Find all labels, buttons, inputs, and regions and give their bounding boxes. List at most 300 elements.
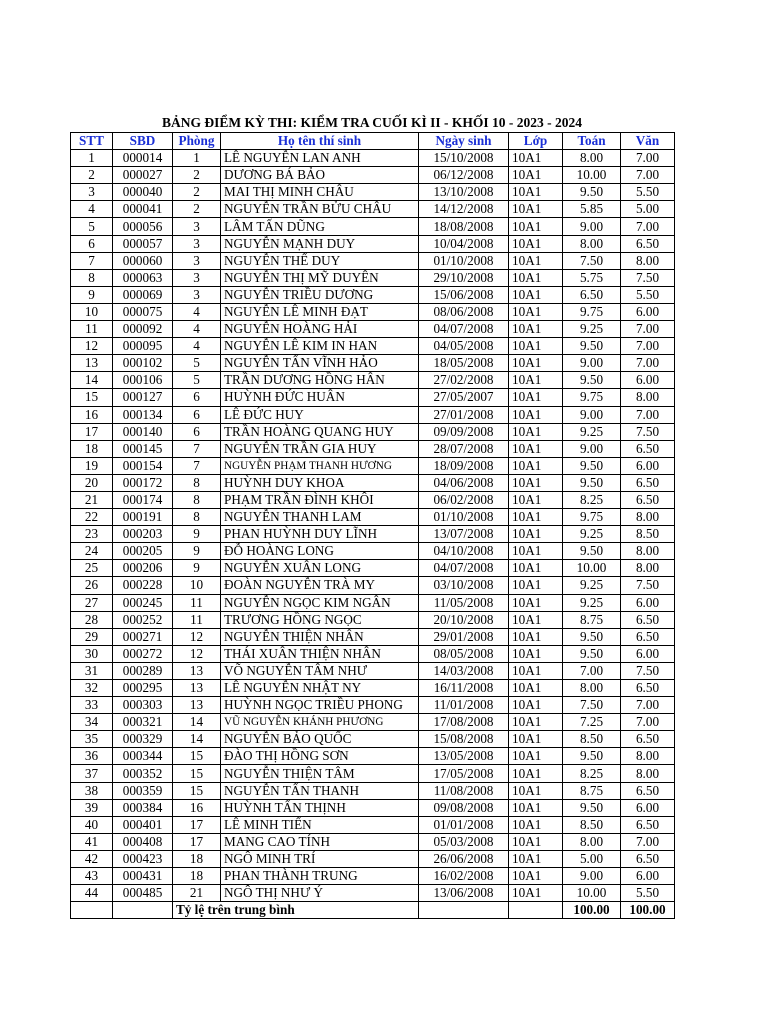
table-body xyxy=(71,150,675,902)
cell-ngay-sinh: 04/06/2008 xyxy=(419,474,509,491)
cell-ngay-sinh: 15/06/2008 xyxy=(419,286,509,303)
summary-empty-sbd xyxy=(113,902,173,919)
header-toan: Toán xyxy=(563,133,621,150)
cell-stt: 24 xyxy=(71,543,113,560)
cell-toan: 10.00 xyxy=(563,885,621,902)
cell-ho-ten: NGUYỄN THANH LAM xyxy=(221,509,419,526)
cell-sbd: 000203 xyxy=(113,526,173,543)
cell-stt: 41 xyxy=(71,833,113,850)
cell-ngay-sinh: 08/06/2008 xyxy=(419,303,509,320)
cell-stt: 26 xyxy=(71,577,113,594)
cell-stt: 9 xyxy=(71,286,113,303)
cell-phong: 4 xyxy=(173,303,221,320)
page-title: BẢNG ĐIỂM KỲ THI: KIỂM TRA CUỐI KÌ II - KHỐI 10 - 2023 - 2024 xyxy=(162,115,582,130)
cell-ngay-sinh: 04/07/2008 xyxy=(419,560,509,577)
cell-van: 6.00 xyxy=(621,799,675,816)
cell-phong: 8 xyxy=(173,474,221,491)
cell-van: 5.50 xyxy=(621,885,675,902)
cell-lop: 10A1 xyxy=(509,748,563,765)
cell-toan: 8.25 xyxy=(563,765,621,782)
cell-toan: 9.00 xyxy=(563,406,621,423)
table-row xyxy=(71,868,675,885)
cell-ngay-sinh: 13/05/2008 xyxy=(419,748,509,765)
header-ngay-sinh: Ngày sinh xyxy=(419,133,509,150)
cell-ngay-sinh: 13/06/2008 xyxy=(419,885,509,902)
table-row xyxy=(71,491,675,508)
cell-stt: 25 xyxy=(71,560,113,577)
cell-toan: 9.00 xyxy=(563,868,621,885)
cell-lop: 10A1 xyxy=(509,201,563,218)
cell-ho-ten: NGUYỄN LÊ MINH ĐẠT xyxy=(221,303,419,320)
cell-lop: 10A1 xyxy=(509,833,563,850)
table-row xyxy=(71,235,675,252)
table-row xyxy=(71,765,675,782)
cell-phong: 4 xyxy=(173,338,221,355)
cell-van: 7.50 xyxy=(621,423,675,440)
cell-van: 6.50 xyxy=(621,680,675,697)
cell-toan: 5.75 xyxy=(563,269,621,286)
cell-toan: 7.00 xyxy=(563,662,621,679)
cell-sbd: 000041 xyxy=(113,201,173,218)
cell-toan: 9.25 xyxy=(563,577,621,594)
cell-sbd: 000040 xyxy=(113,184,173,201)
cell-ho-ten: PHẠM TRẦN ĐÌNH KHÔI xyxy=(221,491,419,508)
cell-ho-ten: HUỲNH TẤN THỊNH xyxy=(221,799,419,816)
cell-sbd: 000127 xyxy=(113,389,173,406)
cell-stt: 40 xyxy=(71,816,113,833)
cell-lop: 10A1 xyxy=(509,355,563,372)
cell-phong: 17 xyxy=(173,833,221,850)
cell-ho-ten: NGUYỄN THẾ DUY xyxy=(221,252,419,269)
cell-ho-ten: TRƯƠNG HỒNG NGỌC xyxy=(221,611,419,628)
cell-phong: 5 xyxy=(173,372,221,389)
cell-stt: 11 xyxy=(71,321,113,338)
cell-sbd: 000272 xyxy=(113,645,173,662)
cell-ngay-sinh: 03/10/2008 xyxy=(419,577,509,594)
cell-ho-ten: PHAN HUỲNH DUY LĨNH xyxy=(221,526,419,543)
cell-sbd: 000154 xyxy=(113,457,173,474)
table-row xyxy=(71,680,675,697)
table-row xyxy=(71,594,675,611)
cell-phong: 3 xyxy=(173,218,221,235)
cell-ho-ten: NGUYỄN PHẠM THANH HƯƠNG xyxy=(221,457,419,474)
cell-stt: 22 xyxy=(71,509,113,526)
cell-van: 7.00 xyxy=(621,697,675,714)
cell-toan: 9.50 xyxy=(563,184,621,201)
cell-lop: 10A1 xyxy=(509,868,563,885)
cell-ngay-sinh: 26/06/2008 xyxy=(419,850,509,867)
cell-phong: 11 xyxy=(173,594,221,611)
table-row xyxy=(71,714,675,731)
cell-sbd: 000106 xyxy=(113,372,173,389)
header-phong: Phòng xyxy=(173,133,221,150)
table-row xyxy=(71,526,675,543)
cell-sbd: 000295 xyxy=(113,680,173,697)
cell-phong: 18 xyxy=(173,868,221,885)
table-row xyxy=(71,184,675,201)
cell-ho-ten: NGUYỄN TẤN THANH xyxy=(221,782,419,799)
table-row xyxy=(71,662,675,679)
cell-van: 6.00 xyxy=(621,457,675,474)
cell-phong: 13 xyxy=(173,680,221,697)
cell-phong: 6 xyxy=(173,406,221,423)
header-ho-ten: Họ tên thí sinh xyxy=(221,133,419,150)
cell-lop: 10A1 xyxy=(509,252,563,269)
cell-ngay-sinh: 29/10/2008 xyxy=(419,269,509,286)
cell-phong: 13 xyxy=(173,697,221,714)
cell-ho-ten: ĐỖ HOÀNG LONG xyxy=(221,543,419,560)
cell-phong: 9 xyxy=(173,543,221,560)
cell-lop: 10A1 xyxy=(509,389,563,406)
cell-stt: 1 xyxy=(71,150,113,167)
cell-stt: 10 xyxy=(71,303,113,320)
table-row xyxy=(71,816,675,833)
cell-stt: 37 xyxy=(71,765,113,782)
cell-stt: 3 xyxy=(71,184,113,201)
cell-toan: 8.50 xyxy=(563,731,621,748)
cell-van: 7.00 xyxy=(621,218,675,235)
table-row xyxy=(71,697,675,714)
cell-ngay-sinh: 06/02/2008 xyxy=(419,491,509,508)
cell-lop: 10A1 xyxy=(509,645,563,662)
cell-van: 7.00 xyxy=(621,406,675,423)
cell-sbd: 000408 xyxy=(113,833,173,850)
cell-toan: 9.50 xyxy=(563,474,621,491)
cell-phong: 12 xyxy=(173,645,221,662)
cell-lop: 10A1 xyxy=(509,662,563,679)
cell-lop: 10A1 xyxy=(509,321,563,338)
cell-sbd: 000075 xyxy=(113,303,173,320)
cell-ngay-sinh: 04/05/2008 xyxy=(419,338,509,355)
cell-toan: 9.00 xyxy=(563,440,621,457)
cell-stt: 16 xyxy=(71,406,113,423)
table-row xyxy=(71,782,675,799)
table-row xyxy=(71,833,675,850)
cell-phong: 13 xyxy=(173,662,221,679)
cell-phong: 4 xyxy=(173,321,221,338)
cell-ngay-sinh: 13/10/2008 xyxy=(419,184,509,201)
cell-toan: 9.00 xyxy=(563,218,621,235)
cell-van: 8.00 xyxy=(621,748,675,765)
cell-stt: 13 xyxy=(71,355,113,372)
cell-stt: 18 xyxy=(71,440,113,457)
cell-ngay-sinh: 18/08/2008 xyxy=(419,218,509,235)
summary-van: 100.00 xyxy=(621,902,675,919)
table-row xyxy=(71,269,675,286)
cell-ho-ten: NGUYỄN TRẦN GIA HUY xyxy=(221,440,419,457)
cell-sbd: 000485 xyxy=(113,885,173,902)
cell-sbd: 000245 xyxy=(113,594,173,611)
cell-toan: 9.50 xyxy=(563,457,621,474)
cell-ho-ten: NGUYỄN THỊ MỸ DUYÊN xyxy=(221,269,419,286)
cell-ngay-sinh: 13/07/2008 xyxy=(419,526,509,543)
cell-ngay-sinh: 17/05/2008 xyxy=(419,765,509,782)
cell-van: 7.00 xyxy=(621,714,675,731)
table-row xyxy=(71,560,675,577)
cell-lop: 10A1 xyxy=(509,406,563,423)
cell-phong: 17 xyxy=(173,816,221,833)
table-row xyxy=(71,286,675,303)
cell-stt: 21 xyxy=(71,491,113,508)
cell-ho-ten: NGUYỄN TRIỀU DƯƠNG xyxy=(221,286,419,303)
cell-toan: 9.75 xyxy=(563,509,621,526)
cell-toan: 9.50 xyxy=(563,799,621,816)
cell-ngay-sinh: 04/10/2008 xyxy=(419,543,509,560)
cell-lop: 10A1 xyxy=(509,577,563,594)
cell-lop: 10A1 xyxy=(509,765,563,782)
table-row xyxy=(71,799,675,816)
cell-van: 6.00 xyxy=(621,372,675,389)
table-row xyxy=(71,748,675,765)
cell-toan: 9.50 xyxy=(563,748,621,765)
header-stt: STT xyxy=(71,133,113,150)
summary-empty-lop xyxy=(509,902,563,919)
cell-sbd: 000271 xyxy=(113,628,173,645)
table-row xyxy=(71,389,675,406)
cell-van: 6.50 xyxy=(621,782,675,799)
cell-lop: 10A1 xyxy=(509,303,563,320)
summary-toan: 100.00 xyxy=(563,902,621,919)
cell-ngay-sinh: 27/05/2007 xyxy=(419,389,509,406)
cell-toan: 5.00 xyxy=(563,850,621,867)
cell-van: 8.00 xyxy=(621,560,675,577)
cell-van: 7.00 xyxy=(621,833,675,850)
cell-ngay-sinh: 18/09/2008 xyxy=(419,457,509,474)
cell-lop: 10A1 xyxy=(509,885,563,902)
cell-ngay-sinh: 06/12/2008 xyxy=(419,167,509,184)
cell-ho-ten: NGUYỄN TẤN VĨNH HẢO xyxy=(221,355,419,372)
cell-stt: 14 xyxy=(71,372,113,389)
cell-ngay-sinh: 27/01/2008 xyxy=(419,406,509,423)
cell-phong: 2 xyxy=(173,201,221,218)
cell-ngay-sinh: 15/08/2008 xyxy=(419,731,509,748)
cell-ho-ten: NGUYỄN THIỆN NHÂN xyxy=(221,628,419,645)
cell-van: 5.50 xyxy=(621,286,675,303)
cell-sbd: 000134 xyxy=(113,406,173,423)
table-row xyxy=(71,321,675,338)
cell-ho-ten: NGUYỄN MẠNH DUY xyxy=(221,235,419,252)
cell-sbd: 000401 xyxy=(113,816,173,833)
table-row xyxy=(71,645,675,662)
cell-lop: 10A1 xyxy=(509,628,563,645)
cell-sbd: 000056 xyxy=(113,218,173,235)
table-row xyxy=(71,628,675,645)
cell-sbd: 000289 xyxy=(113,662,173,679)
cell-van: 6.00 xyxy=(621,594,675,611)
cell-sbd: 000140 xyxy=(113,423,173,440)
cell-toan: 9.50 xyxy=(563,372,621,389)
cell-ho-ten: NGUYỄN HOÀNG HẢI xyxy=(221,321,419,338)
cell-van: 8.00 xyxy=(621,543,675,560)
cell-sbd: 000191 xyxy=(113,509,173,526)
cell-toan: 9.50 xyxy=(563,645,621,662)
cell-ngay-sinh: 11/01/2008 xyxy=(419,697,509,714)
cell-phong: 21 xyxy=(173,885,221,902)
cell-toan: 8.00 xyxy=(563,235,621,252)
cell-van: 6.50 xyxy=(621,474,675,491)
cell-sbd: 000145 xyxy=(113,440,173,457)
cell-ngay-sinh: 27/02/2008 xyxy=(419,372,509,389)
cell-phong: 16 xyxy=(173,799,221,816)
cell-ho-ten: LÊ MINH TIẾN xyxy=(221,816,419,833)
cell-van: 6.50 xyxy=(621,628,675,645)
cell-ngay-sinh: 01/10/2008 xyxy=(419,252,509,269)
cell-van: 8.00 xyxy=(621,252,675,269)
cell-sbd: 000206 xyxy=(113,560,173,577)
header-van: Văn xyxy=(621,133,675,150)
cell-stt: 30 xyxy=(71,645,113,662)
cell-ho-ten: NGUYỄN BẢO QUỐC xyxy=(221,731,419,748)
cell-ngay-sinh: 20/10/2008 xyxy=(419,611,509,628)
cell-phong: 5 xyxy=(173,355,221,372)
cell-ngay-sinh: 09/09/2008 xyxy=(419,423,509,440)
cell-phong: 7 xyxy=(173,457,221,474)
cell-phong: 2 xyxy=(173,167,221,184)
cell-toan: 7.50 xyxy=(563,697,621,714)
cell-stt: 31 xyxy=(71,662,113,679)
cell-phong: 3 xyxy=(173,286,221,303)
cell-ho-ten: ĐÀO THỊ HỒNG SƠN xyxy=(221,748,419,765)
cell-ngay-sinh: 11/08/2008 xyxy=(419,782,509,799)
cell-lop: 10A1 xyxy=(509,816,563,833)
cell-sbd: 000172 xyxy=(113,474,173,491)
cell-stt: 42 xyxy=(71,850,113,867)
cell-stt: 8 xyxy=(71,269,113,286)
cell-toan: 8.75 xyxy=(563,782,621,799)
cell-toan: 8.00 xyxy=(563,680,621,697)
cell-ho-ten: MANG CAO TÍNH xyxy=(221,833,419,850)
cell-lop: 10A1 xyxy=(509,850,563,867)
table-row xyxy=(71,355,675,372)
cell-sbd: 000069 xyxy=(113,286,173,303)
cell-van: 6.50 xyxy=(621,611,675,628)
cell-toan: 9.25 xyxy=(563,526,621,543)
cell-phong: 9 xyxy=(173,526,221,543)
cell-van: 6.50 xyxy=(621,850,675,867)
cell-stt: 32 xyxy=(71,680,113,697)
cell-sbd: 000352 xyxy=(113,765,173,782)
cell-ho-ten: ĐOÀN NGUYỄN TRÀ MY xyxy=(221,577,419,594)
cell-ho-ten: HUỲNH NGỌC TRIỀU PHONG xyxy=(221,697,419,714)
cell-sbd: 000344 xyxy=(113,748,173,765)
cell-phong: 12 xyxy=(173,628,221,645)
cell-phong: 15 xyxy=(173,765,221,782)
cell-ho-ten: DƯƠNG BÁ BẢO xyxy=(221,167,419,184)
table-row xyxy=(71,201,675,218)
cell-phong: 1 xyxy=(173,150,221,167)
cell-lop: 10A1 xyxy=(509,423,563,440)
cell-van: 7.00 xyxy=(621,321,675,338)
table-row xyxy=(71,611,675,628)
cell-lop: 10A1 xyxy=(509,543,563,560)
table-row xyxy=(71,372,675,389)
cell-ngay-sinh: 29/01/2008 xyxy=(419,628,509,645)
cell-phong: 7 xyxy=(173,440,221,457)
cell-ho-ten: NGUYỄN TRẦN BỬU CHÂU xyxy=(221,201,419,218)
cell-stt: 33 xyxy=(71,697,113,714)
cell-lop: 10A1 xyxy=(509,150,563,167)
cell-toan: 9.75 xyxy=(563,389,621,406)
cell-ho-ten: TRẦN HOÀNG QUANG HUY xyxy=(221,423,419,440)
cell-van: 8.00 xyxy=(621,765,675,782)
cell-lop: 10A1 xyxy=(509,167,563,184)
cell-toan: 9.25 xyxy=(563,423,621,440)
cell-stt: 19 xyxy=(71,457,113,474)
cell-stt: 27 xyxy=(71,594,113,611)
cell-stt: 43 xyxy=(71,868,113,885)
table-row xyxy=(71,406,675,423)
table-row xyxy=(71,303,675,320)
cell-stt: 38 xyxy=(71,782,113,799)
cell-lop: 10A1 xyxy=(509,184,563,201)
cell-phong: 3 xyxy=(173,235,221,252)
grade-table xyxy=(70,132,675,919)
table-row xyxy=(71,885,675,902)
cell-ho-ten: VŨ NGUYỄN KHÁNH PHƯƠNG xyxy=(221,714,419,731)
cell-sbd: 000014 xyxy=(113,150,173,167)
cell-lop: 10A1 xyxy=(509,731,563,748)
cell-van: 6.50 xyxy=(621,816,675,833)
cell-ngay-sinh: 08/05/2008 xyxy=(419,645,509,662)
table-row xyxy=(71,577,675,594)
cell-ngay-sinh: 18/05/2008 xyxy=(419,355,509,372)
cell-lop: 10A1 xyxy=(509,714,563,731)
cell-toan: 10.00 xyxy=(563,560,621,577)
cell-lop: 10A1 xyxy=(509,457,563,474)
cell-lop: 10A1 xyxy=(509,560,563,577)
cell-stt: 20 xyxy=(71,474,113,491)
cell-ho-ten: MAI THỊ MINH CHÂU xyxy=(221,184,419,201)
cell-van: 7.00 xyxy=(621,338,675,355)
cell-phong: 14 xyxy=(173,714,221,731)
header-sbd: SBD xyxy=(113,133,173,150)
cell-toan: 9.75 xyxy=(563,303,621,320)
cell-stt: 44 xyxy=(71,885,113,902)
cell-ngay-sinh: 16/02/2008 xyxy=(419,868,509,885)
cell-phong: 10 xyxy=(173,577,221,594)
cell-ngay-sinh: 01/10/2008 xyxy=(419,509,509,526)
cell-ngay-sinh: 15/10/2008 xyxy=(419,150,509,167)
cell-ngay-sinh: 16/11/2008 xyxy=(419,680,509,697)
cell-stt: 36 xyxy=(71,748,113,765)
cell-van: 6.00 xyxy=(621,868,675,885)
cell-van: 7.50 xyxy=(621,269,675,286)
cell-phong: 6 xyxy=(173,389,221,406)
cell-ho-ten: THÁI XUÂN THIỆN NHÂN xyxy=(221,645,419,662)
cell-sbd: 000057 xyxy=(113,235,173,252)
table-row xyxy=(71,850,675,867)
cell-lop: 10A1 xyxy=(509,799,563,816)
table-row xyxy=(71,150,675,167)
cell-lop: 10A1 xyxy=(509,680,563,697)
cell-ngay-sinh: 01/01/2008 xyxy=(419,816,509,833)
table-row xyxy=(71,440,675,457)
cell-ngay-sinh: 10/04/2008 xyxy=(419,235,509,252)
cell-van: 5.50 xyxy=(621,184,675,201)
cell-lop: 10A1 xyxy=(509,526,563,543)
cell-lop: 10A1 xyxy=(509,474,563,491)
cell-van: 7.00 xyxy=(621,150,675,167)
cell-ngay-sinh: 28/07/2008 xyxy=(419,440,509,457)
table-row xyxy=(71,731,675,748)
cell-lop: 10A1 xyxy=(509,509,563,526)
cell-ho-ten: NGUYỄN NGỌC KIM NGÂN xyxy=(221,594,419,611)
cell-lop: 10A1 xyxy=(509,611,563,628)
cell-stt: 7 xyxy=(71,252,113,269)
cell-van: 6.00 xyxy=(621,303,675,320)
cell-lop: 10A1 xyxy=(509,235,563,252)
cell-phong: 2 xyxy=(173,184,221,201)
